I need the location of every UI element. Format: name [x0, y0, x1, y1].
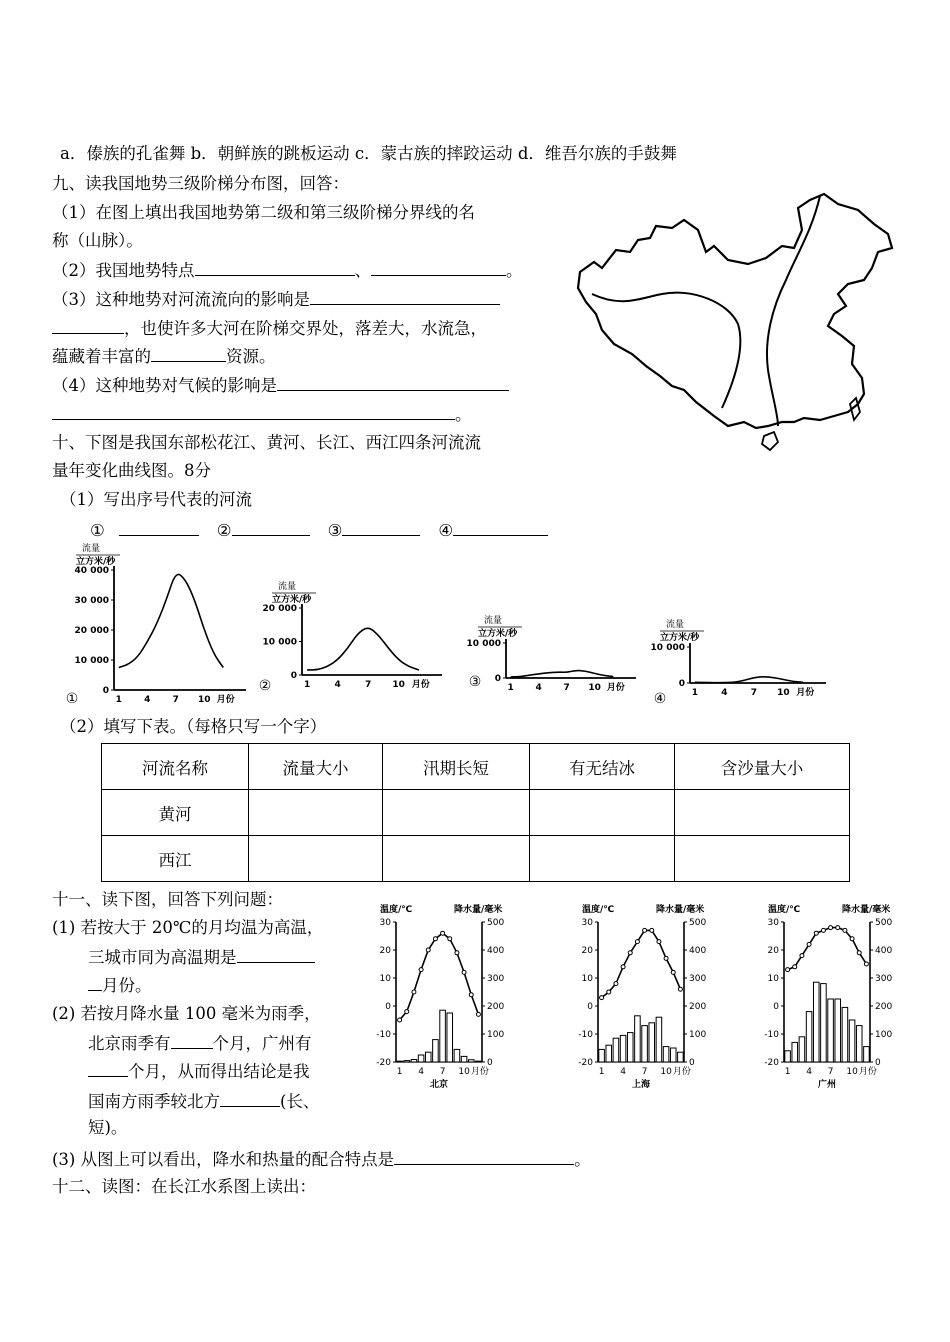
- prec-tick-label: 500: [875, 918, 893, 928]
- q11-p2b-prefix: 北京雨季有: [88, 1034, 171, 1053]
- x-axis-label: 月份: [606, 683, 625, 693]
- chart-number-label: ③: [468, 674, 482, 690]
- temp-point: [614, 982, 618, 986]
- china-outline: [578, 194, 892, 428]
- q9-p3c: [52, 344, 276, 368]
- q11-p1b-text: 三城市同为高温期是: [88, 948, 237, 967]
- temp-line: [602, 930, 681, 997]
- y-tick-label: 0: [494, 674, 501, 684]
- y-tick-label: 20 000: [262, 604, 297, 614]
- temp-tick-label: 10: [581, 974, 593, 984]
- prec-tick-label: 400: [875, 946, 893, 956]
- temp-point: [836, 926, 840, 930]
- precip-bar: [835, 999, 841, 1062]
- x-tick-label: 10: [588, 683, 601, 693]
- temp-point: [476, 1012, 480, 1016]
- temp-point: [657, 940, 661, 944]
- temp-point: [793, 965, 797, 969]
- temp-point: [448, 937, 452, 941]
- temp-tick-label: 0: [587, 1002, 593, 1012]
- hainan-island: [762, 432, 778, 450]
- x-tick-label: 1: [598, 1067, 605, 1077]
- table-header: 汛期长短: [383, 744, 530, 790]
- table-header: 流量大小: [249, 744, 383, 790]
- temp-line: [400, 933, 479, 1020]
- q10-title-b: 量年变化曲线图。8分: [52, 461, 211, 480]
- answer-blank[interactable]: [277, 373, 509, 391]
- answer-blank[interactable]: [237, 945, 315, 963]
- precip-bar: [606, 1045, 612, 1062]
- answer-blank[interactable]: [52, 402, 455, 420]
- flow-label: 流量: [82, 544, 101, 554]
- table-row: [102, 836, 850, 882]
- x-axis-label: 月份: [796, 688, 815, 698]
- prec-tick-label: 200: [689, 1002, 707, 1012]
- temp-tick-label: 20: [767, 946, 779, 956]
- x-tick-label: 10: [777, 688, 790, 698]
- x-tick-label: 1: [784, 1067, 791, 1077]
- answer-blank[interactable]: [220, 1089, 280, 1107]
- river-label-3: ③: [327, 521, 343, 540]
- answer-blank[interactable]: [88, 973, 102, 991]
- prec-tick-label: 200: [487, 1002, 505, 1012]
- chart-number-label: ①: [65, 691, 79, 707]
- table-header: 含沙量大小: [675, 744, 850, 790]
- precip-bar: [678, 1052, 684, 1062]
- precip-bar: [440, 1010, 446, 1062]
- table-header-row: [102, 744, 850, 790]
- temp-point: [433, 937, 437, 941]
- prec-tick-label: 500: [689, 918, 707, 928]
- prec-tick-label: 300: [875, 974, 893, 984]
- precip-bar: [425, 1052, 431, 1062]
- x-tick-label: 7: [439, 1067, 446, 1077]
- temp-point: [643, 928, 647, 932]
- temp-tick-label: 30: [379, 918, 391, 928]
- q9-p3-mid: ，也使许多大河在阶梯交界处，落差大，水流急，: [124, 319, 487, 338]
- x-tick-label: 10: [458, 1067, 470, 1077]
- temp-point: [857, 951, 861, 955]
- precip-bar: [785, 1051, 791, 1062]
- temp-point: [469, 993, 473, 997]
- temp-point: [462, 970, 466, 974]
- table-row-label: 西江: [102, 836, 249, 882]
- y-tick-label: 10 000: [262, 637, 297, 648]
- q11-p2d-prefix: 国南方雨季较北方: [88, 1092, 220, 1111]
- q11-p2e: 短)。: [88, 1118, 128, 1137]
- temp-tick-label: 10: [379, 974, 391, 984]
- q11-p1a: (1) 若按大于 20℃的月均温为高温，: [52, 918, 324, 937]
- answer-blank[interactable]: [342, 518, 420, 536]
- flow-unit-label: 立方米/秒: [76, 557, 116, 567]
- answer-blank[interactable]: [453, 518, 548, 536]
- q9-p2-end: 。: [506, 261, 523, 280]
- x-axis-label: 月份: [411, 680, 430, 690]
- answer-blank[interactable]: [371, 258, 506, 276]
- precip-bar: [649, 1023, 655, 1062]
- precip-bar: [864, 1047, 870, 1062]
- y-tick-label: 30 000: [74, 596, 109, 606]
- q9-p2: [52, 258, 523, 282]
- y-tick-label: 10 000: [466, 639, 501, 649]
- q11-p2b-suffix: 个月，广州有: [212, 1034, 312, 1053]
- temp-point: [600, 996, 604, 1000]
- climate-charts: [370, 898, 915, 1096]
- q9-p3c-suffix: 资源。: [226, 347, 276, 366]
- table-cell-input[interactable]: [530, 836, 675, 882]
- q9-p3b: [52, 316, 487, 340]
- q11-p2c: [88, 1059, 310, 1083]
- flow-curve: [307, 628, 419, 670]
- temp-point: [829, 926, 833, 930]
- answer-blank[interactable]: [394, 1147, 574, 1165]
- temp-point: [412, 990, 416, 994]
- precip-bar: [404, 1061, 410, 1062]
- q11-p1b: [88, 945, 315, 969]
- temp-tick-label: 0: [385, 1002, 391, 1012]
- city-label: 广州: [817, 1080, 837, 1090]
- table-cell-input[interactable]: [249, 790, 383, 836]
- river-label-2: ②: [216, 521, 232, 540]
- table-cell-input[interactable]: [675, 790, 850, 836]
- temp-axis-title: 温度/℃: [582, 905, 615, 915]
- x-tick-label: 7: [750, 688, 758, 698]
- temp-point: [807, 942, 811, 946]
- temp-axis-title: 温度/℃: [768, 905, 801, 915]
- y-tick-label: 0: [102, 686, 109, 696]
- precip-bar: [468, 1060, 474, 1062]
- precip-bar: [828, 999, 834, 1062]
- q11-p1c: [88, 973, 152, 997]
- temp-tick-label: -10: [376, 1030, 391, 1040]
- temp-tick-label: 20: [379, 946, 391, 956]
- temp-point: [635, 940, 639, 944]
- precip-bar: [627, 1033, 633, 1062]
- temp-point: [843, 928, 847, 932]
- table-row: [102, 790, 850, 836]
- x-tick-label: 7: [364, 680, 372, 690]
- answer-blank[interactable]: [88, 1059, 128, 1077]
- prec-tick-label: 400: [487, 946, 505, 956]
- river-table: [101, 743, 850, 882]
- prec-tick-label: 100: [689, 1030, 707, 1040]
- x-tick-label: 7: [827, 1067, 834, 1077]
- precip-bar: [842, 1007, 848, 1062]
- x-tick-label: 1: [507, 683, 514, 693]
- q11-p3-prefix: (3) 从图上可以看出，降水和热量的配合特点是: [52, 1150, 395, 1169]
- precip-bar: [813, 982, 819, 1062]
- q9-p3: [52, 287, 500, 311]
- temp-point: [800, 954, 804, 958]
- precip-bar: [792, 1042, 798, 1062]
- q9-p4b: [52, 402, 472, 426]
- temp-line: [788, 928, 867, 970]
- flow-curve: [119, 574, 224, 667]
- temp-point: [821, 928, 825, 932]
- x-tick-label: 4: [535, 683, 542, 693]
- x-tick-label: 7: [563, 683, 570, 693]
- temp-point: [607, 990, 611, 994]
- table-cell-input[interactable]: [383, 790, 530, 836]
- precip-bar: [663, 1047, 669, 1062]
- x-axis-label: 月份: [858, 1067, 877, 1077]
- precip-bar: [642, 1026, 648, 1062]
- q9-p2-sep: 、: [354, 261, 371, 280]
- answer-blank[interactable]: [171, 1031, 213, 1049]
- q12-title: 十二、读图：在长江水系图上读出：: [52, 1177, 316, 1196]
- temp-tick-label: -10: [578, 1030, 593, 1040]
- y-tick-label: 20 000: [74, 626, 109, 636]
- precip-bar: [447, 1013, 453, 1062]
- temp-tick-label: -10: [764, 1030, 779, 1040]
- x-tick-label: 1: [691, 688, 699, 698]
- prec-axis-title: 降水量/毫米: [842, 905, 891, 915]
- q9-p4-prefix: （4）这种地势对气候的影响是: [52, 376, 277, 395]
- flow-unit-label: 立方米/秒: [478, 629, 518, 639]
- y-tick-label: 10 000: [74, 656, 109, 666]
- precip-bar: [670, 1048, 676, 1062]
- answer-blank[interactable]: [310, 287, 500, 305]
- precip-bar: [806, 1012, 812, 1062]
- table-cell-input[interactable]: [675, 836, 850, 882]
- x-axis-label: 月份: [470, 1067, 489, 1077]
- city-label: 北京: [429, 1080, 449, 1090]
- precip-bar: [461, 1056, 467, 1062]
- q9-p3-prefix: （3）这种地势对河流流向的影响是: [52, 290, 310, 309]
- prec-tick-label: 400: [689, 946, 707, 956]
- y-tick-label: 0: [290, 671, 297, 681]
- x-tick-label: 1: [115, 695, 122, 705]
- precip-bar: [397, 1061, 403, 1062]
- prec-axis-title: 降水量/毫米: [656, 905, 705, 915]
- river-label-4: ④: [438, 521, 454, 540]
- temp-tick-label: -20: [578, 1058, 593, 1068]
- terrain-step-1-boundary: [592, 293, 740, 408]
- city-label: 上海: [631, 1080, 651, 1090]
- temp-tick-label: 20: [581, 946, 593, 956]
- q11-p1c-text: 月份。: [102, 976, 152, 995]
- q11-p3: [52, 1147, 591, 1171]
- x-tick-label: 4: [144, 695, 151, 705]
- prec-tick-label: 300: [689, 974, 707, 984]
- x-tick-label: 4: [721, 688, 728, 698]
- table-header: 有无结冰: [530, 744, 675, 790]
- temp-point: [419, 968, 423, 972]
- x-tick-label: 10: [197, 695, 211, 705]
- prec-tick-label: 200: [875, 1002, 893, 1012]
- x-tick-label: 1: [303, 680, 311, 690]
- temp-point: [850, 937, 854, 941]
- temp-tick-label: 10: [767, 974, 779, 984]
- flow-curve: [695, 677, 803, 683]
- x-tick-label: 4: [334, 680, 341, 690]
- q10-sub1: （1）写出序号代表的河流: [60, 490, 252, 509]
- q11-p2b: [88, 1031, 312, 1055]
- x-tick-label: 4: [620, 1067, 626, 1077]
- temp-point: [405, 1010, 409, 1014]
- precip-bar: [599, 1049, 605, 1062]
- precip-bar: [656, 1017, 662, 1062]
- table-cell-input[interactable]: [530, 790, 675, 836]
- answer-blank[interactable]: [232, 518, 310, 536]
- x-tick-label: 4: [418, 1067, 424, 1077]
- prec-tick-label: 100: [875, 1030, 893, 1040]
- answer-blank[interactable]: [119, 518, 199, 536]
- x-tick-label: 10: [392, 680, 405, 690]
- answer-blank[interactable]: [151, 344, 226, 362]
- prec-tick-label: 0: [689, 1058, 695, 1068]
- q11-p3-end: 。: [574, 1150, 591, 1169]
- temp-point: [426, 948, 430, 952]
- temp-tick-label: 30: [581, 918, 593, 928]
- prec-tick-label: 0: [487, 1058, 493, 1068]
- temp-tick-label: -20: [376, 1058, 391, 1068]
- answer-blank[interactable]: [195, 258, 355, 276]
- chart-number-label: ④: [653, 691, 667, 707]
- temp-point: [441, 931, 445, 935]
- prec-tick-label: 500: [487, 918, 505, 928]
- x-tick-label: 7: [641, 1067, 648, 1077]
- x-tick-label: 1: [396, 1067, 403, 1077]
- precip-bar: [454, 1049, 460, 1062]
- temp-point: [814, 931, 818, 935]
- temp-point: [678, 987, 682, 991]
- precip-bar: [433, 1040, 439, 1062]
- temp-tick-label: -20: [764, 1058, 779, 1068]
- terrain-step-2-boundary: [767, 196, 820, 426]
- q9-p4-end: 。: [455, 405, 472, 424]
- flow-label: 流量: [484, 616, 503, 626]
- table-cell-input[interactable]: [383, 836, 530, 882]
- precip-bar: [620, 1035, 626, 1062]
- answer-blank[interactable]: [52, 316, 124, 334]
- q10-sub2: （2）填写下表。（每格只写一个字）: [60, 717, 327, 736]
- q9-title: 九、读我国地势三级阶梯分布图，回答：: [52, 174, 349, 193]
- precip-bar: [635, 1016, 641, 1062]
- q11-p2d: [88, 1089, 319, 1113]
- temp-point: [455, 951, 459, 955]
- x-tick-label: 4: [806, 1067, 812, 1077]
- river-flow-charts: [0, 535, 950, 720]
- prec-tick-label: 0: [875, 1058, 881, 1068]
- flow-unit-label: 立方米/秒: [272, 595, 312, 605]
- temp-point: [398, 1018, 402, 1022]
- q9-p2-prefix: （2）我国地势特点: [52, 261, 195, 280]
- precip-bar: [613, 1038, 619, 1062]
- precip-bar: [856, 1026, 862, 1062]
- precip-bar: [799, 1037, 805, 1062]
- y-tick-label: 10 000: [650, 643, 685, 653]
- x-tick-label: 10: [660, 1067, 672, 1077]
- precip-bar: [418, 1055, 424, 1062]
- q9-p1a: （1）在图上填出我国地势第二级和第三级阶梯分界线的名: [52, 203, 475, 222]
- temp-point: [621, 965, 625, 969]
- precip-bar: [849, 1020, 855, 1062]
- x-tick-label: 10: [846, 1067, 858, 1077]
- precip-bar: [476, 1061, 482, 1062]
- prec-tick-label: 300: [487, 974, 505, 984]
- flow-label: 流量: [666, 620, 685, 630]
- table-header: 河流名称: [102, 744, 249, 790]
- temp-point: [671, 970, 675, 974]
- flow-label: 流量: [278, 582, 297, 592]
- prec-axis-title: 降水量/毫米: [454, 905, 503, 915]
- temp-point: [628, 951, 632, 955]
- temp-axis-title: 温度/℃: [380, 905, 413, 915]
- table-cell-input[interactable]: [249, 836, 383, 882]
- temp-point: [650, 928, 654, 932]
- china-terrain-map: [572, 190, 900, 460]
- temp-point: [864, 962, 868, 966]
- river-label-1: ①: [90, 521, 105, 540]
- temp-point: [664, 956, 668, 960]
- q11-p2a: (2) 若按月降水量 100 毫米为雨季，: [52, 1004, 321, 1023]
- x-tick-label: 7: [172, 695, 179, 705]
- q10-title-a: 十、下图是我国东部松花江、黄河、长江、西江四条河流流: [52, 433, 481, 452]
- q11-p2d-suffix: (长、: [280, 1092, 320, 1111]
- x-axis-label: 月份: [216, 695, 235, 705]
- q11-p2c-text: 个月，从而得出结论是我: [128, 1062, 310, 1081]
- flow-curve: [511, 671, 614, 677]
- table-row-label: 黄河: [102, 790, 249, 836]
- temp-tick-label: 30: [767, 918, 779, 928]
- y-tick-label: 40 000: [74, 566, 109, 576]
- temp-point: [786, 968, 790, 972]
- precip-bar: [821, 984, 827, 1062]
- q11-title: 十一、读下图，回答下列问题：: [52, 890, 283, 909]
- prec-tick-label: 100: [487, 1030, 505, 1040]
- x-axis-label: 月份: [672, 1067, 691, 1077]
- q8-options: a．傣族的孔雀舞 b．朝鲜族的跳板运动 c．蒙古族的摔跤运动 d．维吾尔族的手鼓舞: [60, 144, 677, 163]
- q9-p4: [52, 373, 509, 397]
- y-tick-label: 0: [678, 679, 685, 689]
- q9-p3c-prefix: 蕴藏着丰富的: [52, 347, 151, 366]
- flow-unit-label: 立方米/秒: [660, 633, 700, 643]
- q9-p1b: 称（山脉）。: [52, 231, 143, 250]
- temp-tick-label: 0: [773, 1002, 779, 1012]
- precip-bar: [411, 1059, 417, 1062]
- chart-number-label: ②: [258, 678, 272, 694]
